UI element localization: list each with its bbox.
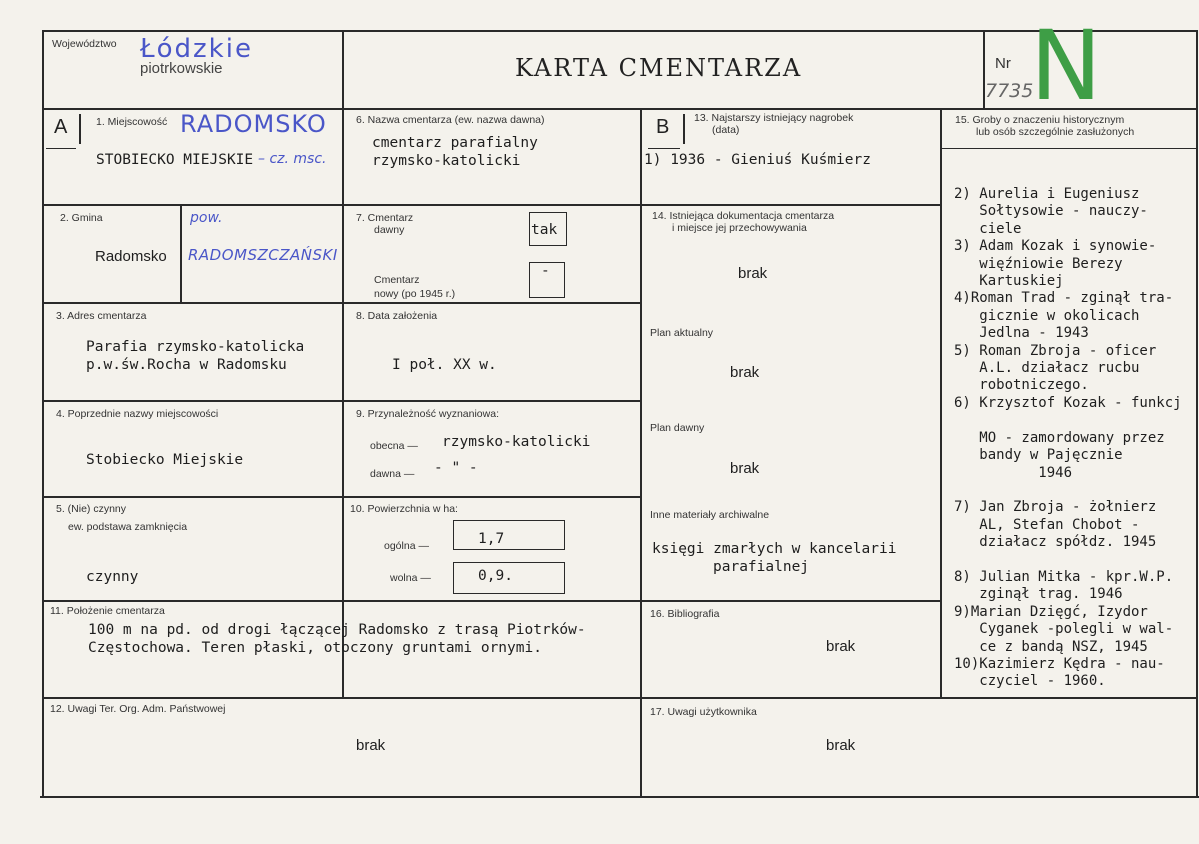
f5-value: czynny <box>86 569 139 585</box>
plan-dawny-label: Plan dawny <box>650 422 705 434</box>
wojewodztwo-old: piotrkowskie <box>140 60 223 77</box>
f9-obecna-value: rzymsko-katolicki <box>442 434 591 450</box>
grave-line <box>954 552 1194 569</box>
section-b-marker: B <box>656 116 670 138</box>
f4-value: Stobiecko Miejskie <box>86 452 244 468</box>
row-line-1 <box>42 204 942 206</box>
card-title: KARTA CMENTARZA <box>515 54 803 82</box>
grave-line: Kartuskiej <box>954 273 1064 290</box>
f9-dawna-label: dawna — <box>370 468 415 480</box>
col-divider-1 <box>342 108 344 698</box>
section-a-bar <box>79 114 81 144</box>
row-line-3 <box>42 400 641 402</box>
f10-label: 10. Powierzchnia w ha: <box>350 503 458 515</box>
section-b-underline <box>648 148 680 149</box>
row-line-4 <box>42 496 641 498</box>
f16-label: 16. Bibliografia <box>650 608 720 620</box>
frame-top <box>42 30 1197 32</box>
grave-line: robotniczego. <box>954 377 1089 394</box>
f7-label3: Cmentarz <box>374 274 420 286</box>
grave-line: 8) Julian Mitka - kpr.W.P. <box>954 568 1174 585</box>
plan-dawny-value: brak <box>730 460 760 477</box>
grave-line: więźniowie Berezy <box>954 255 1123 272</box>
section-a-marker: A <box>54 116 68 138</box>
grave-line: ciele <box>954 220 1022 237</box>
f8-value: I poł. XX w. <box>392 357 497 373</box>
f10-wolna-value: 0,9. <box>478 568 513 584</box>
grave-line: Jedlna - 1943 <box>954 325 1089 342</box>
f2-value: Radomsko <box>95 248 167 265</box>
f12-label: 12. Uwagi Ter. Org. Adm. Państwowej <box>50 703 226 715</box>
plan-aktualny-label: Plan aktualny <box>650 327 714 339</box>
wojewodztwo-value: Łódzkie <box>140 34 253 64</box>
col-divider-3 <box>940 108 942 698</box>
nr-letter: N <box>1030 10 1102 122</box>
f7-label4: nowy (po 1945 r.) <box>374 288 456 300</box>
f15-label2: lub osób szczególnie zasłużonych <box>976 126 1135 138</box>
grave-line: zginął trag. 1946 <box>954 586 1123 603</box>
inne-label: Inne materiały archiwalne <box>650 509 770 521</box>
f12-value: brak <box>356 737 386 754</box>
grave-line: gicznie w okolicach <box>954 307 1140 324</box>
f11-label: 11. Położenie cmentarza <box>50 605 165 617</box>
f16-value: brak <box>826 638 856 655</box>
row-line-5 <box>42 600 942 602</box>
grave-line: 5) Roman Zbroja - oficer <box>954 342 1157 359</box>
grave-line: 9)Marian Dzięgć, Izydor <box>954 603 1148 620</box>
grave-line: ce z bandą NSZ, 1945 <box>954 638 1148 655</box>
f7-nowy-value: - <box>541 263 550 279</box>
row-line-2 <box>42 302 641 304</box>
f10-ogolna-box <box>453 520 565 550</box>
f10-ogolna-label: ogólna — <box>384 540 429 552</box>
inne-line2: parafialnej <box>713 559 810 575</box>
f3-label: 3. Adres cmentarza <box>56 310 147 322</box>
f9-dawna-value: - " - <box>434 460 478 476</box>
f1-note: – cz. msc. <box>258 151 327 167</box>
grave-line: bandy w Pajęcznie <box>954 447 1123 464</box>
f14-value: brak <box>738 265 768 282</box>
f17-value: brak <box>826 737 856 754</box>
grave-line: działacz spółdz. 1945 <box>954 534 1157 551</box>
f13-label2: (data) <box>712 124 740 136</box>
f3-line2: p.w.św.Rocha w Radomsku <box>86 357 287 373</box>
grave-line: 2) Aurelia i Eugeniusz <box>954 186 1140 202</box>
f11-line2: Częstochowa. Teren płaski, otoczony gruntami ornymi. <box>88 640 542 656</box>
graves-list <box>954 186 1194 691</box>
frame-left <box>42 30 44 798</box>
grave-line: czyciel - 1960. <box>954 673 1106 690</box>
f11-line1: 100 m na pd. od drogi łączącej Radomsko z trasą Piotrków- <box>88 622 586 638</box>
f13-value: 1) 1936 - Gieniuś Kuśmierz <box>644 152 871 168</box>
grave-line: MO - zamordowany przez <box>954 429 1165 446</box>
f2-pow-value: RADOMSZCZAŃSKI <box>188 246 338 264</box>
grave-line: Cyganek -polegli w wal- <box>954 621 1174 638</box>
grave-line: A.L. działacz rucbu <box>954 360 1140 377</box>
row-line-6 <box>42 697 1197 699</box>
plan-aktualny-value: brak <box>730 364 760 381</box>
f13-label1: 13. Najstarszy istniejący nagrobek <box>694 112 854 124</box>
f1-typed: STOBIECKO MIEJSKIE <box>96 152 254 168</box>
col-divider-2 <box>640 108 642 798</box>
f2-pow-label: pow. <box>190 210 223 226</box>
grave-line <box>954 482 1194 499</box>
grave-line <box>954 412 1194 429</box>
nr-value: 7735 <box>985 80 1034 102</box>
f14-label1: 14. Istniejąca dokumentacja cmentarza <box>652 210 835 222</box>
wojewodztwo-label: Województwo <box>52 38 117 50</box>
nr-label: Nr <box>995 55 1011 72</box>
frame-right <box>1196 30 1198 798</box>
f9-label: 9. Przynależność wyznaniowa: <box>356 408 499 420</box>
section-b-bar <box>683 114 685 144</box>
f6-label: 6. Nazwa cmentarza (ew. nazwa dawna) <box>356 114 545 126</box>
gmina-divider <box>180 204 182 302</box>
f1-value: RADOMSKO <box>180 110 327 138</box>
grave-line: 10)Kazimierz Kędra - nau- <box>954 655 1165 672</box>
grave-line: Sołtysowie - nauczy- <box>954 203 1148 220</box>
f6-line1: cmentarz parafialny <box>372 135 538 151</box>
f3-line1: Parafia rzymsko-katolicka <box>86 339 305 355</box>
f10-ogolna-value: 1,7 <box>478 531 505 547</box>
f6-line2: rzymsko-katolicki <box>372 153 521 169</box>
grave-line: 7) Jan Zbroja - żołnierz <box>954 499 1157 516</box>
f7-label2: dawny <box>374 224 405 236</box>
f4-label: 4. Poprzednie nazwy miejscowości <box>56 408 219 420</box>
f10-wolna-label: wolna — <box>390 572 431 584</box>
grave-line: 6) Krzysztof Kozak - funkcj <box>954 394 1182 411</box>
frame-bottom <box>40 796 1199 798</box>
f8-label: 8. Data założenia <box>356 310 438 322</box>
f9-obecna-label: obecna — <box>370 440 418 452</box>
f7-label1: 7. Cmentarz <box>356 212 414 224</box>
header-v1 <box>342 30 344 109</box>
grave-line: 1946 <box>954 464 1073 481</box>
grave-line: 4)Roman Trad - zginął tra- <box>954 290 1174 307</box>
f17-label: 17. Uwagi użytkownika <box>650 706 757 718</box>
f15-label-underline <box>942 148 1197 149</box>
inne-line1: księgi zmarłych w kancelarii <box>652 541 897 557</box>
grave-line: AL, Stefan Chobot - <box>954 516 1140 533</box>
f14-label2: i miejsce jej przechowywania <box>672 222 807 234</box>
f2-label: 2. Gmina <box>60 212 103 224</box>
f7-dawny-value: tak <box>531 222 558 238</box>
f15-label1: 15. Groby o znaczeniu historycznym <box>955 114 1125 126</box>
grave-line: 3) Adam Kozak i synowie- <box>954 238 1157 255</box>
f5-label: 5. (Nie) czynny <box>56 503 127 515</box>
f5-sublabel: ew. podstawa zamknięcia <box>68 521 188 533</box>
section-a-underline <box>46 148 76 149</box>
f1-label: 1. Miejscowość <box>96 116 168 128</box>
